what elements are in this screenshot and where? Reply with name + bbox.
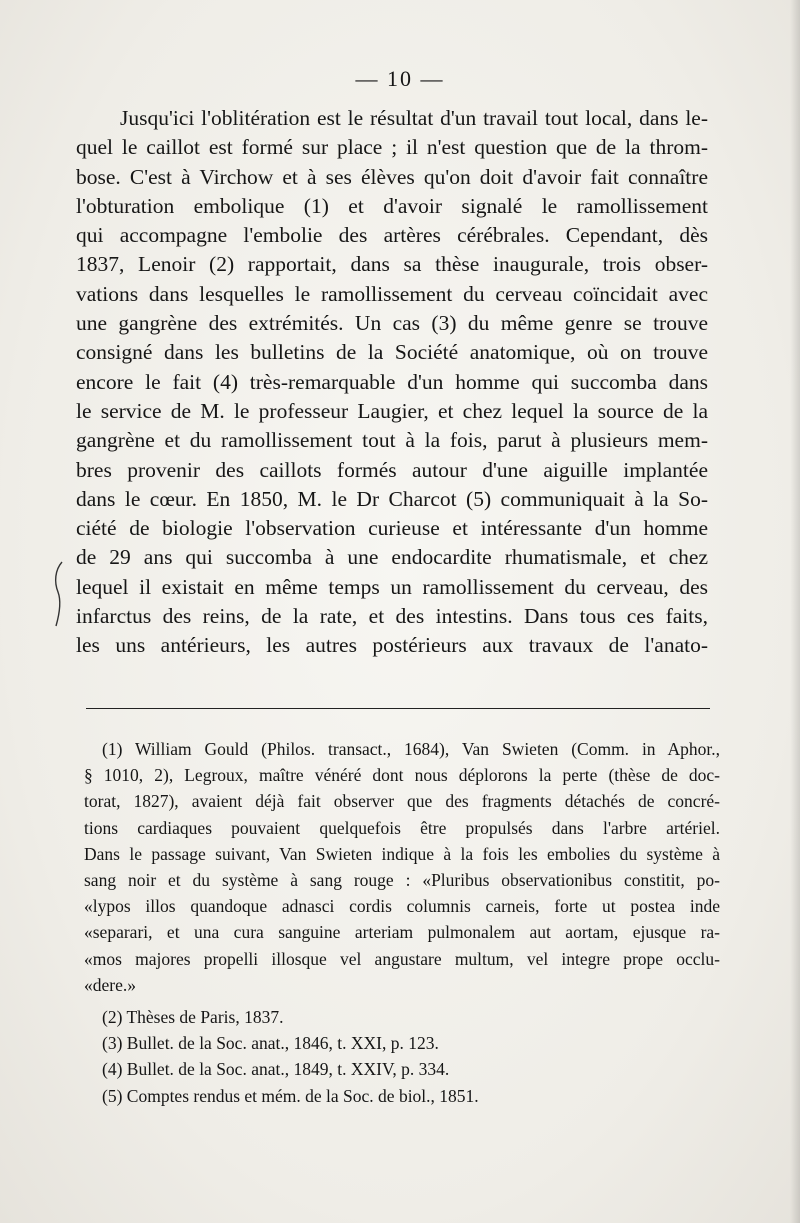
footnote-line: «separari, et una cura sanguine arteriam pulmonalem aut aortam, ejusque ra- — [84, 922, 720, 943]
footnote-line: § 1010, 2), Legroux, maître vénéré dont nous déplorons la perte (thèse de doc- — [84, 765, 720, 786]
text-line: gangrène et du ramollissement tout à la fois, parut à plusieurs mem- — [76, 428, 708, 453]
text-line: lequel il existait en même temps un ramollissement du cerveau, des — [76, 574, 708, 599]
footnote-reference: (4) Bullet. de la Soc. anat., 1849, t. XXIV, p. 334. — [102, 1059, 450, 1080]
footnote-line: (1) William Gould (Philos. transact., 1684), Van Swieten (Comm. in Aphor., — [102, 739, 720, 759]
text-line: qui accompagne l'embolie des artères cérébrales. Cependant, dès — [76, 223, 708, 248]
page-number: — 10 — — [355, 66, 445, 91]
text-line: Jusqu'ici l'oblitération est le résultat d'un travail tout local, dans le- — [120, 106, 708, 130]
footnote-line: sang noir et du système à sang rouge : «Pluribus observationibus constitit, po- — [84, 870, 720, 891]
text-line: de 29 ans qui succomba à une endocardite rhumatismale, et chez — [76, 545, 708, 570]
text-line: bose. C'est à Virchow et à ses élèves qu'on doit d'avoir fait connaître — [76, 164, 708, 189]
footnote-line: torat, 1827), avaient déjà fait observer que des fragments détachés de concré- — [84, 791, 720, 812]
text-line: une gangrène des extrémités. Un cas (3) du même genre se trouve — [76, 311, 708, 336]
footnote-line: «lypos illos quandoque adnasci cordis columnis carneis, forte ut postea inde — [84, 896, 720, 917]
footnote-reference: (2) Thèses de Paris, 1837. — [102, 1007, 284, 1028]
text-line: ciété de biologie l'observation curieuse et intéressante d'un homme — [76, 516, 708, 541]
text-line: quel le caillot est formé sur place ; il n'est question que de la throm- — [76, 135, 708, 160]
footnote-reference: (3) Bullet. de la Soc. anat., 1846, t. XXI, p. 123. — [102, 1033, 439, 1054]
text-line: bres provenir des caillots formés autour d'une aiguille implantée — [76, 457, 708, 482]
footnote-separator — [86, 708, 710, 709]
text-line: infarctus des reins, de la rate, et des intestins. Dans tous ces faits, — [76, 604, 708, 629]
text-line: encore le fait (4) très-remarquable d'un homme qui succomba dans — [76, 369, 708, 394]
text-line: vations dans lesquelles le ramollissement du cerveau coïncidait avec — [76, 281, 708, 306]
text-line: les uns antérieurs, les autres postérieurs aux travaux de l'anato- — [76, 633, 708, 658]
text-line: dans le cœur. En 1850, M. le Dr Charcot (5) communiquait à la So- — [76, 486, 708, 511]
footnote-line: tions cardiaques pouvaient quelquefois être propulsés dans l'arbre artériel. — [84, 817, 720, 838]
handwritten-margin-mark — [52, 560, 66, 630]
main-text — [76, 104, 708, 661]
footnote-line: Dans le passage suivant, Van Swieten indique à la fois les embolies du système à — [84, 843, 720, 864]
text-line: 1837, Lenoir (2) rapportait, dans sa thèse inaugurale, trois obser- — [76, 252, 708, 277]
footnote-line: «mos majores propelli illosque vel angustare multum, vel integre prope occlu- — [84, 948, 720, 969]
footnote-line: «dere.» — [84, 974, 136, 995]
text-line: consigné dans les bulletins de la Société anatomique, où on trouve — [76, 340, 708, 365]
footnote-reference: (5) Comptes rendus et mém. de la Soc. de biol., 1851. — [102, 1085, 479, 1106]
footnotes — [84, 736, 720, 1109]
text-line: le service de M. le professeur Laugier, et chez lequel la source de la — [76, 398, 708, 423]
text-line: l'obturation embolique (1) et d'avoir signalé le ramollissement — [76, 193, 708, 218]
page-edge-shadow — [790, 0, 800, 1223]
